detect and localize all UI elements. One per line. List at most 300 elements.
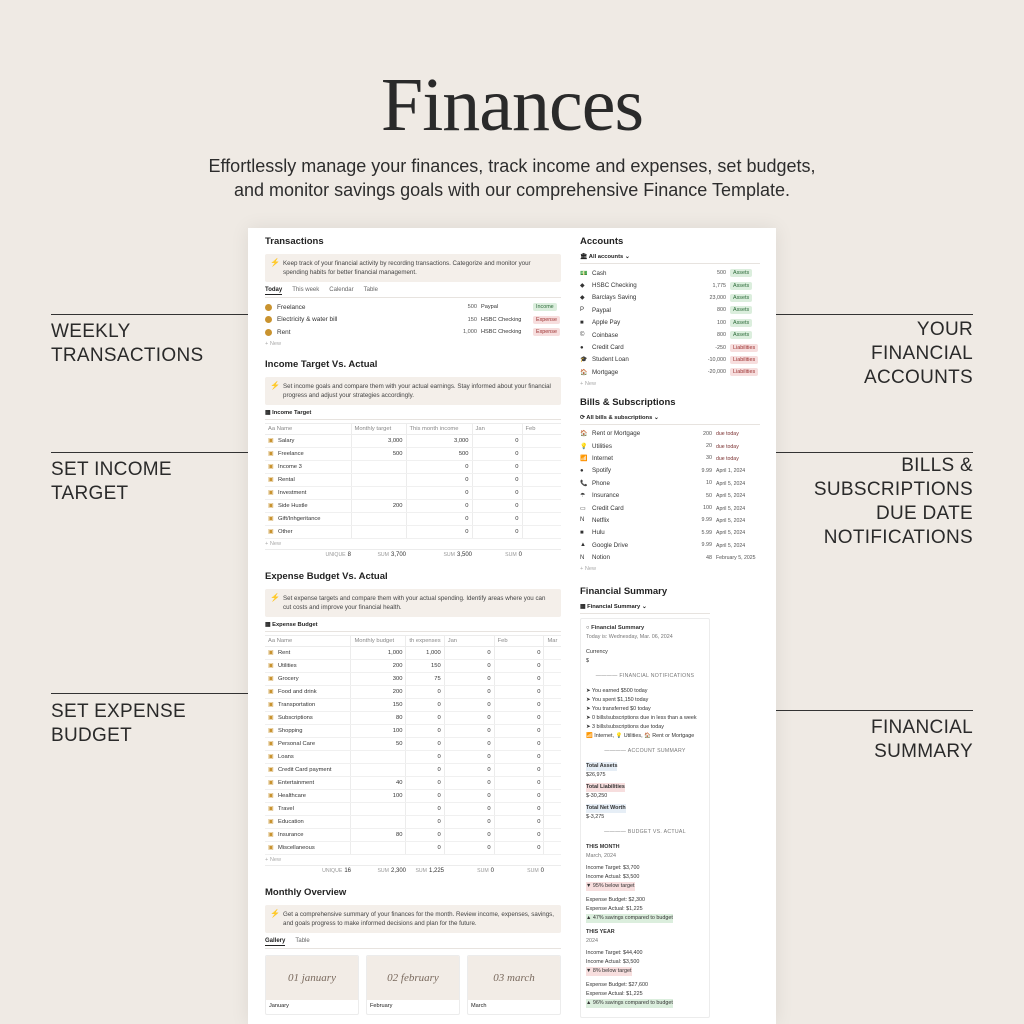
name-text: Miscellaneous bbox=[278, 845, 315, 851]
monthly-budget[interactable] bbox=[351, 750, 406, 763]
name-text: Grocery bbox=[278, 676, 299, 682]
account-type bbox=[730, 331, 760, 339]
bill-due bbox=[716, 529, 760, 536]
right-column bbox=[580, 236, 760, 1018]
budget-caption: ———— BUDGET VS. ACTUAL bbox=[604, 828, 686, 835]
lightning-icon: ⚡ bbox=[270, 258, 280, 267]
bill-row[interactable] bbox=[580, 527, 760, 539]
monthly-target[interactable]: 3,000 bbox=[351, 434, 406, 447]
name-text: Education bbox=[278, 819, 304, 825]
bill-due bbox=[716, 517, 760, 524]
month-card[interactable] bbox=[467, 955, 561, 1015]
monthly-target[interactable] bbox=[351, 473, 406, 486]
jan-value: 0 bbox=[472, 473, 522, 486]
column-header[interactable]: Monthly budget bbox=[351, 635, 406, 646]
jan-value: 0 bbox=[472, 486, 522, 499]
table-row[interactable] bbox=[265, 499, 561, 512]
transaction-name: Rent bbox=[277, 328, 291, 336]
type-badge: Assets bbox=[730, 319, 752, 327]
month-card[interactable] bbox=[366, 955, 460, 1015]
account-name: Barclays Saving bbox=[592, 294, 637, 302]
category-icon: ▣ bbox=[268, 477, 274, 483]
monthly-budget[interactable]: 40 bbox=[351, 776, 406, 789]
table-row[interactable] bbox=[265, 659, 561, 672]
feb-value bbox=[522, 434, 561, 447]
monthly-target[interactable] bbox=[351, 460, 406, 473]
category-icon: ▣ bbox=[268, 845, 274, 851]
year-line: Income Actual: $3,500 bbox=[586, 958, 640, 965]
account-type bbox=[730, 368, 760, 376]
year-lines bbox=[586, 949, 704, 1008]
feb-value: 0 bbox=[494, 724, 544, 737]
monthly-target[interactable] bbox=[351, 525, 406, 538]
view-label: Income Target bbox=[272, 409, 312, 416]
bill-row[interactable] bbox=[580, 452, 760, 464]
jan-value: 0 bbox=[444, 659, 494, 672]
due-today-badge: due today bbox=[716, 431, 739, 438]
due-today-badge: due today bbox=[716, 443, 739, 450]
table-row[interactable] bbox=[265, 646, 561, 659]
account-name: Coinbase bbox=[592, 331, 619, 339]
jan-value: 0 bbox=[444, 828, 494, 841]
expense-heading: Expense Budget Vs. Actual bbox=[265, 570, 388, 582]
mar-value bbox=[544, 711, 561, 724]
jan-sum: SUM 0 bbox=[505, 552, 522, 558]
monthly-budget[interactable] bbox=[351, 763, 406, 776]
bill-row[interactable] bbox=[580, 551, 760, 563]
monthly-budget[interactable]: 100 bbox=[351, 724, 406, 737]
bill-due bbox=[716, 505, 760, 512]
monthly-target[interactable]: 500 bbox=[351, 447, 406, 460]
this-year-date: 2024 bbox=[586, 937, 598, 944]
monthly-budget[interactable]: 80 bbox=[351, 828, 406, 841]
table-row[interactable] bbox=[265, 672, 561, 685]
description-text: Set income goals and compare them with your actual earnings. Stay informed about your financial progress and adjust your strategies accordingly. bbox=[283, 382, 551, 399]
transactions-description bbox=[265, 254, 561, 282]
month-expenses: 0 bbox=[406, 789, 444, 802]
type-badge: Assets bbox=[730, 331, 752, 339]
account-name: Paypal bbox=[592, 306, 611, 314]
feb-value: 0 bbox=[494, 685, 544, 698]
accounts-list bbox=[580, 267, 760, 379]
left-column bbox=[265, 236, 561, 1015]
new-bill-button[interactable]: + New bbox=[580, 565, 597, 572]
category-icon: ▣ bbox=[268, 490, 274, 496]
expense-view-tab[interactable]: ▦ Expense Budget bbox=[265, 622, 561, 632]
month-expenses: 0 bbox=[406, 711, 444, 724]
column-header[interactable]: Jan bbox=[444, 635, 494, 646]
account-row[interactable] bbox=[580, 304, 760, 316]
monthly-budget[interactable]: 300 bbox=[351, 672, 406, 685]
bill-due bbox=[716, 554, 760, 561]
month-expenses: 0 bbox=[406, 737, 444, 750]
bill-row[interactable] bbox=[580, 465, 760, 477]
feb-value bbox=[522, 447, 561, 460]
account-row[interactable] bbox=[580, 279, 760, 291]
description-text: Keep track of your financial activity by recording transactions. Categorize and monitor your spending habits for better financial management. bbox=[283, 260, 531, 276]
new-account-button[interactable]: + New bbox=[580, 380, 597, 387]
account-type bbox=[730, 319, 760, 327]
column-header[interactable]: Feb bbox=[494, 635, 544, 646]
account-icon: P bbox=[580, 307, 585, 314]
bills-list bbox=[580, 428, 760, 564]
notification-line: ➤ 0 bills/subscriptions due in less than a week bbox=[586, 714, 697, 721]
table-row[interactable] bbox=[265, 525, 561, 538]
month-expenses: 0 bbox=[406, 828, 444, 841]
column-header[interactable]: Aa Name bbox=[265, 635, 351, 646]
monthly-target[interactable]: 200 bbox=[351, 499, 406, 512]
bill-row[interactable] bbox=[580, 428, 760, 440]
bill-amount: 10 bbox=[706, 480, 712, 487]
currency-label: Currency bbox=[586, 648, 608, 655]
table-row[interactable] bbox=[265, 802, 561, 815]
category-icon: ▣ bbox=[268, 715, 274, 721]
feb-value: 0 bbox=[494, 711, 544, 724]
unique-count: UNIQUE 8 bbox=[325, 552, 351, 558]
monthly-budget[interactable]: 200 bbox=[351, 685, 406, 698]
tab-table[interactable]: Table bbox=[363, 287, 378, 293]
feb-value bbox=[522, 460, 561, 473]
month-income: 0 bbox=[406, 473, 472, 486]
monthly-budget[interactable]: 80 bbox=[351, 711, 406, 724]
bill-icon: 🏠 bbox=[580, 431, 588, 438]
feb-value: 0 bbox=[494, 646, 544, 659]
name-text: Rent bbox=[278, 650, 291, 656]
notification-line: ➤ 3 bills/subscriptions due today bbox=[586, 723, 664, 730]
month-label: February bbox=[370, 1002, 393, 1009]
bill-icon: ▲ bbox=[580, 542, 586, 549]
accounts-view-tab[interactable]: 🏛 All accounts ⌄ bbox=[580, 254, 760, 264]
account-type bbox=[730, 294, 760, 302]
mar-value bbox=[544, 698, 561, 711]
bill-name: Phone bbox=[592, 479, 610, 487]
due-date: April 5, 2024 bbox=[716, 505, 746, 512]
feb-value bbox=[522, 486, 561, 499]
account-name: Apple Pay bbox=[592, 319, 621, 327]
bill-amount: 5.99 bbox=[701, 529, 712, 536]
bill-due bbox=[716, 492, 760, 499]
jan-value: 0 bbox=[444, 737, 494, 750]
account-balance: 100 bbox=[717, 319, 726, 326]
year-line: ▲ 96% savings compared to budget bbox=[586, 999, 673, 1006]
jan-value: 0 bbox=[472, 499, 522, 512]
table-row[interactable] bbox=[265, 486, 561, 499]
column-header[interactable]: Feb bbox=[522, 423, 561, 434]
bill-amount: 48 bbox=[706, 554, 712, 561]
callout-line: NOTIFICATIONS bbox=[823, 527, 973, 548]
name-text: Personal Care bbox=[278, 741, 316, 747]
income-description bbox=[265, 377, 561, 405]
name-text: Loans bbox=[278, 754, 294, 760]
table-row[interactable] bbox=[265, 512, 561, 525]
year-line: ▼ 8% below target bbox=[586, 967, 632, 974]
month-income: 0 bbox=[406, 460, 472, 473]
table-row[interactable] bbox=[265, 763, 561, 776]
month-income: 0 bbox=[406, 525, 472, 538]
month-expenses: 75 bbox=[406, 672, 444, 685]
transaction-row[interactable] bbox=[265, 326, 561, 339]
new-transaction-button[interactable]: + New bbox=[265, 340, 282, 347]
category-icon: ▣ bbox=[268, 741, 274, 747]
bill-due bbox=[716, 443, 760, 450]
row-name bbox=[265, 724, 351, 737]
month-income: 3,000 bbox=[406, 434, 472, 447]
row-name bbox=[265, 802, 351, 815]
bill-row[interactable] bbox=[580, 502, 760, 514]
page-subtitle bbox=[0, 154, 1024, 202]
month-expenses: 0 bbox=[406, 724, 444, 737]
bill-amount: 9.99 bbox=[701, 542, 712, 549]
this-month-date: March, 2024 bbox=[586, 852, 616, 859]
mar-value bbox=[544, 802, 561, 815]
expense-table bbox=[265, 635, 561, 855]
month-gallery bbox=[265, 955, 561, 1015]
due-date: April 1, 2024 bbox=[716, 468, 746, 475]
account-balance: -250 bbox=[715, 344, 726, 351]
jan-value: 0 bbox=[444, 776, 494, 789]
category-icon: ▣ bbox=[268, 767, 274, 773]
transaction-account: HSBC Checking bbox=[481, 316, 522, 323]
year-line: Expense Actual: $1,225 bbox=[586, 990, 643, 997]
account-row[interactable] bbox=[580, 292, 760, 304]
bill-name: Internet bbox=[592, 454, 613, 462]
bill-name: Rent or Mortgage bbox=[592, 430, 641, 438]
jan-value: 0 bbox=[444, 646, 494, 659]
account-row[interactable] bbox=[580, 317, 760, 329]
this-year-label: THIS YEAR bbox=[586, 928, 615, 935]
table-row[interactable] bbox=[265, 724, 561, 737]
tab-this-week[interactable]: This week bbox=[292, 287, 320, 293]
bill-amount: 9.99 bbox=[701, 467, 712, 474]
column-header[interactable]: Aa Name bbox=[265, 423, 351, 434]
category-icon: ▣ bbox=[268, 529, 274, 535]
type-badge: Assets bbox=[730, 306, 752, 314]
due-date: April 5, 2024 bbox=[716, 517, 746, 524]
jan-value: 0 bbox=[444, 763, 494, 776]
account-icon: ● bbox=[580, 344, 584, 351]
account-type bbox=[730, 269, 760, 277]
jan-value: 0 bbox=[444, 685, 494, 698]
monthly-budget[interactable]: 200 bbox=[351, 659, 406, 672]
table-row[interactable] bbox=[265, 460, 561, 473]
table-row[interactable] bbox=[265, 828, 561, 841]
bill-row[interactable] bbox=[580, 489, 760, 501]
callout-line: WEEKLY bbox=[51, 321, 131, 342]
row-name bbox=[265, 698, 351, 711]
type-badge: Expense bbox=[533, 328, 560, 336]
feb-value: 0 bbox=[494, 763, 544, 776]
table-row[interactable] bbox=[265, 434, 561, 447]
callout-line: DUE DATE bbox=[875, 503, 973, 524]
name-text: Freelance bbox=[278, 451, 304, 457]
feb-value: 0 bbox=[494, 789, 544, 802]
bill-row[interactable] bbox=[580, 514, 760, 526]
monthly-target[interactable] bbox=[351, 512, 406, 525]
actual-sum: SUM 1,225 bbox=[415, 868, 444, 874]
feb-value: 0 bbox=[494, 776, 544, 789]
column-header[interactable]: Monthly target bbox=[351, 423, 406, 434]
bill-row[interactable] bbox=[580, 440, 760, 452]
row-name bbox=[265, 737, 351, 750]
category-icon: ▣ bbox=[268, 464, 274, 470]
transaction-row[interactable] bbox=[265, 314, 561, 327]
monthly-budget[interactable] bbox=[351, 815, 406, 828]
account-type bbox=[730, 306, 760, 314]
category-icon: ▣ bbox=[268, 663, 274, 669]
net-worth-value: $-3,275 bbox=[586, 813, 605, 820]
account-icon: ◆ bbox=[580, 283, 585, 290]
table-row[interactable] bbox=[265, 447, 561, 460]
type-badge: Income bbox=[533, 303, 557, 311]
account-row[interactable] bbox=[580, 354, 760, 366]
row-name bbox=[265, 512, 351, 525]
bill-row[interactable] bbox=[580, 477, 760, 489]
category-icon: ▣ bbox=[268, 806, 274, 812]
account-balance: 1,775 bbox=[712, 282, 726, 289]
account-row[interactable] bbox=[580, 341, 760, 353]
notifications-caption: ———— FINANCIAL NOTIFICATIONS bbox=[595, 672, 695, 679]
month-cover: 02 february bbox=[367, 956, 459, 1000]
type-badge: Assets bbox=[730, 282, 752, 290]
category-icon: ▣ bbox=[268, 702, 274, 708]
transaction-row[interactable] bbox=[265, 301, 561, 314]
new-expense-button[interactable]: + New bbox=[265, 856, 282, 863]
connector-line bbox=[51, 314, 256, 315]
name-text: Rental bbox=[278, 477, 295, 483]
row-name bbox=[265, 776, 351, 789]
jan-sum: SUM 0 bbox=[477, 868, 494, 874]
table-row[interactable] bbox=[265, 711, 561, 724]
monthly-budget[interactable] bbox=[351, 802, 406, 815]
account-row[interactable] bbox=[580, 366, 760, 378]
account-row[interactable] bbox=[580, 267, 760, 279]
month-line: Income Target: $3,700 bbox=[586, 864, 640, 871]
table-row[interactable] bbox=[265, 737, 561, 750]
monthly-target[interactable] bbox=[351, 486, 406, 499]
column-header[interactable]: th expenses bbox=[406, 635, 444, 646]
name-text: Utilities bbox=[278, 663, 297, 669]
jan-value: 0 bbox=[444, 789, 494, 802]
table-row[interactable] bbox=[265, 841, 561, 854]
income-view-tab[interactable]: ▦ Income Target bbox=[265, 410, 561, 420]
due-date: February 5, 2025 bbox=[716, 555, 756, 562]
table-row[interactable] bbox=[265, 685, 561, 698]
table-row[interactable] bbox=[265, 815, 561, 828]
account-row[interactable] bbox=[580, 329, 760, 341]
account-summary-caption: ———— ACCOUNT SUMMARY bbox=[604, 747, 686, 754]
table-row[interactable] bbox=[265, 473, 561, 486]
callout-line: BUDGET bbox=[51, 725, 132, 746]
month-cover: 01 january bbox=[266, 956, 358, 1000]
subtitle-line-2: and monitor savings goals with our comprehensive Finance Template. bbox=[234, 180, 790, 200]
connector-line bbox=[768, 710, 973, 711]
expense-description bbox=[265, 589, 561, 617]
row-name bbox=[265, 499, 351, 512]
jan-value: 0 bbox=[444, 724, 494, 737]
bill-row[interactable] bbox=[580, 539, 760, 551]
tab-today[interactable]: Today bbox=[265, 287, 283, 293]
callout-line: SET EXPENSE bbox=[51, 701, 186, 722]
month-card[interactable] bbox=[265, 955, 359, 1015]
account-icon: 🏠 bbox=[580, 369, 588, 376]
tab-table[interactable]: Table bbox=[295, 937, 310, 944]
notification-line: ➤ You earned $500 today bbox=[586, 687, 648, 694]
callout-line: SET INCOME bbox=[51, 459, 172, 480]
transaction-icon bbox=[265, 316, 272, 323]
callout-line: TARGET bbox=[51, 483, 129, 504]
income-heading: Income Target Vs. Actual bbox=[265, 358, 378, 370]
column-header[interactable]: This month income bbox=[406, 423, 472, 434]
transaction-account: HSBC Checking bbox=[481, 329, 522, 336]
row-name bbox=[265, 750, 351, 763]
name-text: Credit Card payment bbox=[278, 767, 332, 773]
row-name bbox=[265, 841, 351, 854]
callout-line: YOUR bbox=[916, 319, 973, 340]
account-name: Cash bbox=[592, 269, 607, 277]
summary-view-tab[interactable]: ▦ Financial Summary ⌄ bbox=[580, 604, 710, 614]
monthly-budget[interactable]: 150 bbox=[351, 698, 406, 711]
month-income: 0 bbox=[406, 499, 472, 512]
row-name bbox=[265, 763, 351, 776]
table-row[interactable] bbox=[265, 750, 561, 763]
monthly-budget[interactable] bbox=[351, 841, 406, 854]
table-row[interactable] bbox=[265, 789, 561, 802]
mar-value bbox=[544, 659, 561, 672]
transactions-list bbox=[265, 301, 561, 339]
bill-name: Hulu bbox=[592, 529, 605, 537]
type-badge: Assets bbox=[730, 269, 752, 277]
feb-value bbox=[522, 525, 561, 538]
row-name bbox=[265, 447, 351, 460]
monthly-budget[interactable]: 1,000 bbox=[351, 646, 406, 659]
feb-value: 0 bbox=[494, 659, 544, 672]
target-sum: SUM 3,700 bbox=[377, 552, 406, 558]
summary-heading: Financial Summary bbox=[580, 585, 668, 597]
feb-value: 0 bbox=[494, 750, 544, 763]
column-header[interactable]: Jan bbox=[472, 423, 522, 434]
bill-name: Credit Card bbox=[592, 504, 624, 512]
jan-value: 0 bbox=[444, 750, 494, 763]
tab-calendar[interactable]: Calendar bbox=[329, 287, 354, 293]
subtitle-line-1: Effortlessly manage your finances, track income and expenses, set budgets, bbox=[208, 156, 816, 176]
bill-due bbox=[716, 467, 760, 474]
budget-sum: SUM 2,300 bbox=[377, 868, 406, 874]
column-header[interactable]: Mar bbox=[544, 635, 561, 646]
name-text: Other bbox=[278, 529, 293, 535]
transaction-name: Electricity & water bill bbox=[277, 316, 338, 324]
financial-summary-card[interactable] bbox=[580, 618, 710, 1018]
monthly-budget[interactable]: 50 bbox=[351, 737, 406, 750]
new-income-button[interactable]: + New bbox=[265, 540, 282, 547]
bill-due bbox=[716, 542, 760, 549]
jan-value: 0 bbox=[444, 672, 494, 685]
table-row[interactable] bbox=[265, 698, 561, 711]
jan-value: 0 bbox=[444, 698, 494, 711]
expense-summary-row bbox=[265, 865, 561, 877]
tab-gallery[interactable]: Gallery bbox=[265, 937, 286, 944]
category-icon: ▣ bbox=[268, 832, 274, 838]
bills-view-tab[interactable]: ⟳ All bills & subscriptions ⌄ bbox=[580, 415, 760, 425]
row-name bbox=[265, 646, 351, 659]
row-name bbox=[265, 672, 351, 685]
table-row[interactable] bbox=[265, 776, 561, 789]
row-name bbox=[265, 711, 351, 724]
jan-value: 0 bbox=[444, 841, 494, 854]
mar-value bbox=[544, 789, 561, 802]
monthly-budget[interactable]: 100 bbox=[351, 789, 406, 802]
due-date: April 5, 2024 bbox=[716, 530, 746, 537]
lightning-icon: ⚡ bbox=[270, 380, 280, 390]
